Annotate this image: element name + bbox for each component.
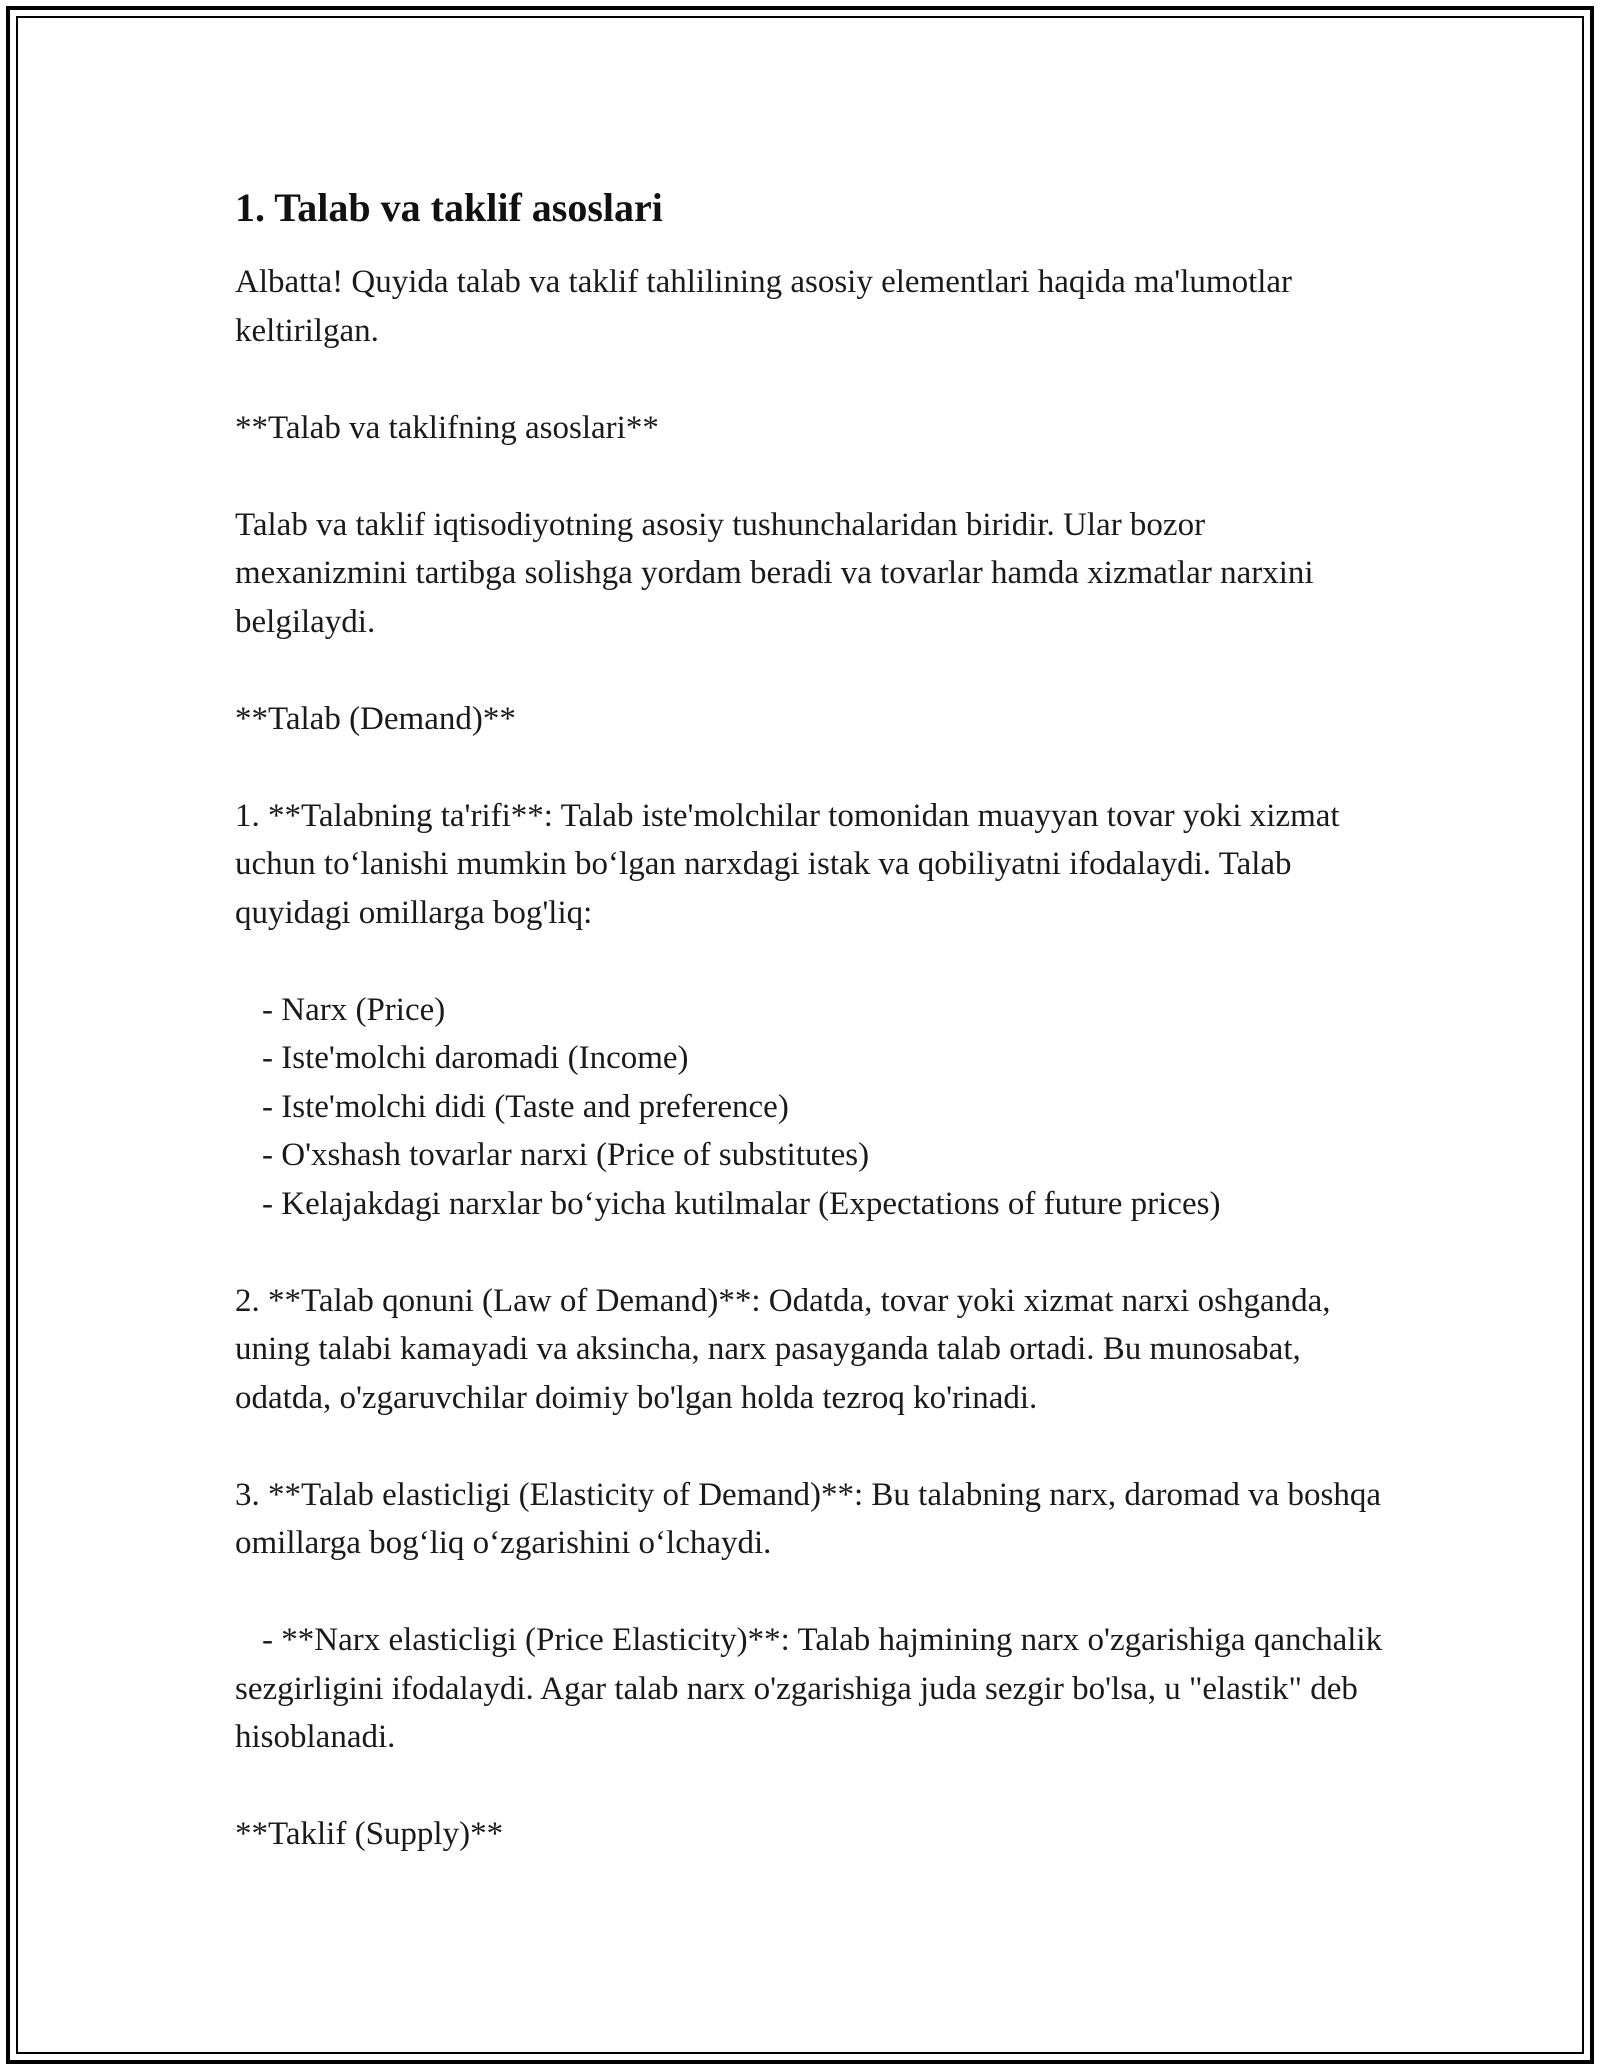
- intro-paragraph: Albatta! Quyida talab va taklif tahlilining asosiy elementlari haqida ma'lumotlar keltirilgan.: [235, 264, 1301, 349]
- basics-subtitle: **Talab va taklifning asoslari**: [235, 409, 659, 446]
- section-heading: 1. Talab va taklif asoslari: [235, 185, 663, 230]
- law-of-demand-paragraph: 2. **Talab qonuni (Law of Demand)**: Odatda, tovar yoki xizmat narxi oshganda, uning talabi kamayadi va aksincha, narx pasayganda talab ortadi. Bu munosabat, odatda, o'zgaruvchilar doimiy bo'lgan holda tezroq ko'rinadi.: [235, 1282, 1339, 1416]
- list-item: - Iste'molchi daromadi (Income): [262, 1040, 689, 1076]
- list-item: - Iste'molchi didi (Taste and preference): [262, 1088, 789, 1125]
- supply-subtitle: **Taklif (Supply)**: [235, 1816, 504, 1852]
- price-elasticity-paragraph: - **Narx elasticligi (Price Elasticity)**: Talab hajmining narx o'zgarishiga qanchalik sezgirligini ifodalaydi. Agar talab narx o'zgarishiga juda sezgir bo'lsa, u "elastik" deb hisoblanadi.: [235, 1622, 1391, 1755]
- list-item: - O'xshash tovarlar narxi (Price of substitutes): [262, 1137, 870, 1173]
- demand-definition-paragraph: 1. **Talabning ta'rifi**: Talab iste'molchilar tomonidan muayyan tovar yoki xizmat uchun to‘lanishi mumkin bo‘lgan narxdagi istak va qobiliyatni ifodalaydi. Talab quyidagi omillarga bog'liq:: [235, 797, 1348, 931]
- list-item: - Kelajakdagi narxlar bo‘yicha kutilmalar (Expectations of future prices): [262, 1185, 1221, 1222]
- demand-subtitle: **Talab (Demand)**: [235, 700, 516, 737]
- list-item: - Narx (Price): [262, 991, 446, 1028]
- document-body: [235, 180, 1391, 1907]
- elasticity-paragraph: 3. **Talab elasticligi (Elasticity of Demand)**: Bu talabning narx, daromad va boshqa omillarga bog‘liq o‘zgarishini o‘lchaydi.: [235, 1476, 1390, 1561]
- demand-factors-list: [235, 986, 1385, 1229]
- basics-paragraph: Talab va taklif iqtisodiyotning asosiy tushunchalaridan biridir. Ular bozor mexanizmini tartibga solishga yordam beradi va tovarlar hamda xizmatlar narxini belgilaydi.: [235, 506, 1322, 640]
